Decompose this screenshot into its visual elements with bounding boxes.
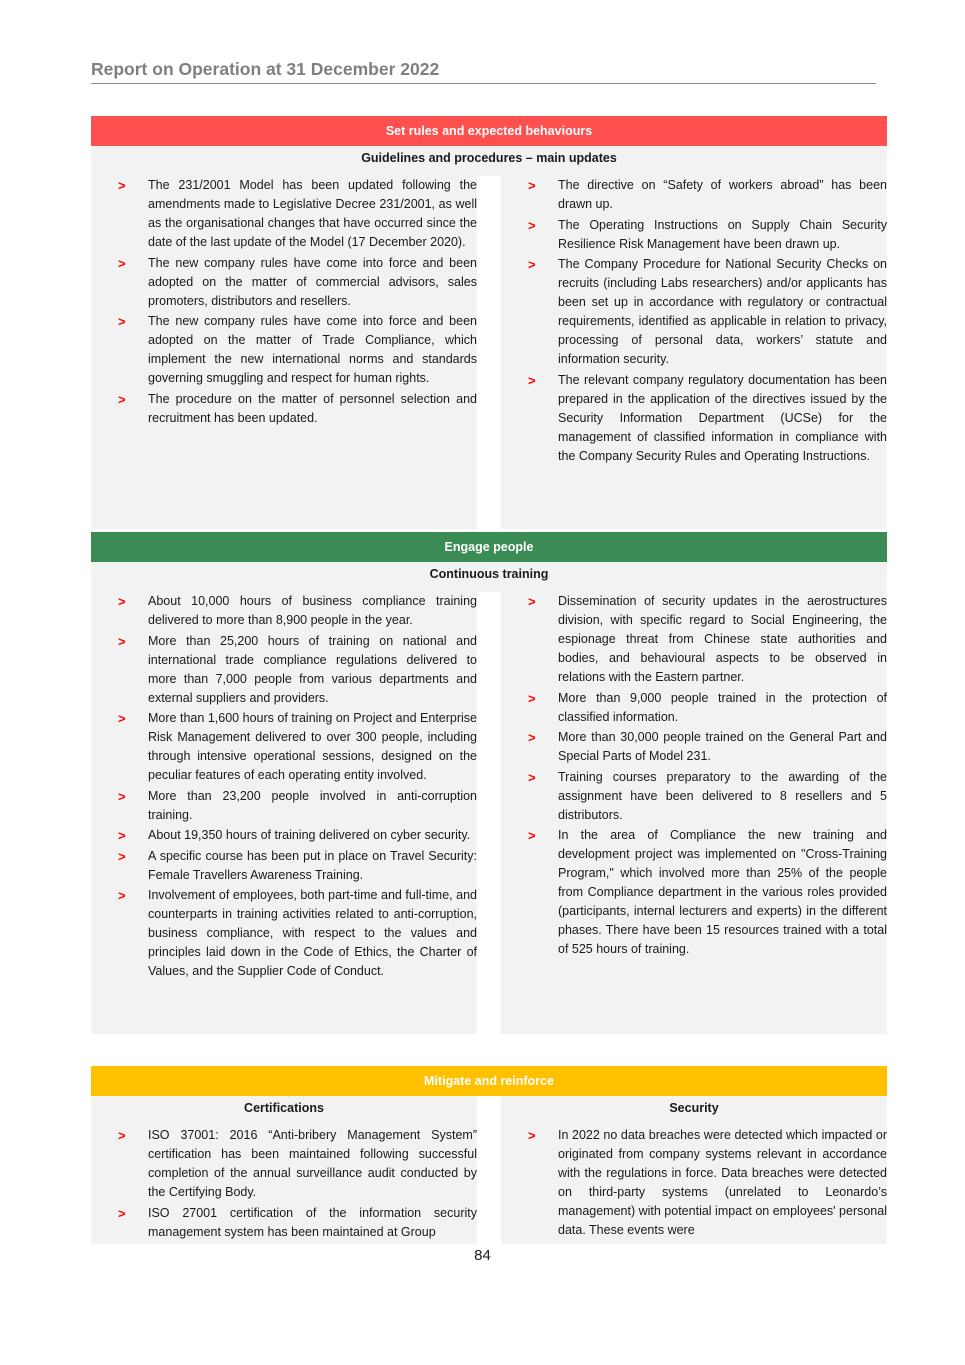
list-item-text: More than 30,000 people trained on the General Part and Special Parts of Model 231.	[558, 730, 887, 763]
bullet-arrow-icon: >	[528, 769, 536, 785]
bullet-arrow-icon: >	[528, 217, 536, 233]
bullet-arrow-icon: >	[118, 633, 126, 649]
list-item	[91, 390, 477, 428]
list-item	[501, 689, 887, 727]
bullet-list	[501, 1126, 887, 1240]
bullet-arrow-icon: >	[528, 730, 536, 745]
left-column	[91, 1096, 477, 1244]
report-header	[91, 58, 876, 84]
list-item	[91, 312, 477, 388]
list-item-text: More than 25,200 hours of training on national and international trade compliance regulations delivered to more than 7,000 people from various departments and external suppliers and providers.	[148, 633, 477, 705]
list-item-text: The procedure on the matter of personnel selection and recruitment has been updated.	[148, 391, 477, 425]
section-title: Engage people	[91, 532, 887, 562]
list-item	[501, 728, 887, 766]
report-title: Report on Operation at 31 December 2022	[91, 59, 440, 79]
bullet-arrow-icon: >	[118, 1128, 126, 1143]
list-item	[501, 768, 887, 825]
list-item	[501, 1126, 887, 1240]
bullet-arrow-icon: >	[118, 178, 126, 193]
list-item-text: In the area of Compliance the new training and development project was implemented on "Cross-Training Program," which involved more than 25% of the people from Compliance department in the various roles provided (participants, internal lecturers and experts) in the different phases. There have been 15 resources trained with a total of 525 hours of training.	[558, 828, 887, 956]
list-item	[501, 255, 887, 369]
list-item-text: In 2022 no data breaches were detected which impacted or originated from company systems relevant in accordance with the regulations in force. Data breaches were detected on third-party systems (unrelated to Leonardo’s management) with potential impact on employees' personal data. These events were	[558, 1128, 887, 1237]
list-item	[91, 847, 477, 885]
right-column	[501, 1096, 887, 1244]
section-engage-people	[91, 532, 887, 1034]
list-item-text: Dissemination of security updates in the aerostructures division, with specific regard to Social Engineering, the espionage threat from Chinese state authorities and bodies, and behavioural aspects to be observed in relations with the Eastern partner.	[558, 594, 887, 684]
list-item	[91, 826, 477, 845]
bullet-arrow-icon: >	[118, 888, 126, 903]
list-item-text: The Company Procedure for National Security Checks on recruits (including Labs researchers) and/or applicants has been set up in accordance with regulatory or contractual requirements, identified as applicable in relation to privacy, processing of personal data, workers’ statute and information security.	[558, 257, 887, 366]
list-item-text: About 19,350 hours of training delivered on cyber security.	[148, 828, 471, 842]
left-column	[91, 592, 477, 1034]
bullet-arrow-icon: >	[118, 788, 126, 804]
list-item	[91, 592, 477, 630]
column-heading: Security	[669, 1101, 719, 1115]
list-item	[501, 176, 887, 214]
left-column	[91, 176, 477, 529]
bullet-arrow-icon: >	[118, 594, 126, 609]
list-item	[501, 371, 887, 466]
list-item	[91, 254, 477, 311]
section-title: Mitigate and reinforce	[91, 1066, 887, 1096]
list-item-text: The 231/2001 Model has been updated following the amendments made to Legislative Decree 231/2001, as well as the organisational changes that have occurred since the date of the last update of the Model (17 December 2020).	[148, 178, 477, 249]
bullet-list	[91, 592, 477, 981]
bullet-arrow-icon: >	[528, 690, 536, 706]
list-item-text: The new company rules have come into force and been adopted on the matter of Trade Compliance, which implement the new international norms and standards governing smuggling and respect for human rights.	[148, 314, 477, 385]
right-column	[501, 176, 887, 529]
list-item-text: The relevant company regulatory documentation has been prepared in the application of the directives issued by the Security Information Department (UCSe) for the management of classified information in compliance with the Company Security Rules and Operating Instructions.	[558, 372, 887, 463]
list-item-text: The Operating Instructions on Supply Chain Security Resilience Risk Management have been drawn up.	[558, 217, 887, 251]
bullet-list	[501, 592, 887, 959]
column-heading: Certifications	[244, 1101, 324, 1115]
bullet-arrow-icon: >	[118, 391, 126, 407]
list-item	[501, 216, 887, 254]
section-title: Set rules and expected behaviours	[91, 116, 887, 146]
bullet-arrow-icon: >	[528, 1128, 536, 1143]
list-item-text: ISO 27001 certification of the information security management system has been maintained at Group	[148, 1205, 477, 1239]
bullet-arrow-icon: >	[528, 594, 536, 609]
bullet-arrow-icon: >	[118, 255, 126, 271]
list-item	[91, 709, 477, 785]
bullet-arrow-icon: >	[118, 828, 126, 843]
list-item-text: A specific course has been put in place on Travel Security: Female Travellers Awareness Training.	[148, 848, 477, 882]
list-item-text: Involvement of employees, both part-time and full-time, and counterparts in training activities related to anti-corruption, business compliance, with respect to the values and principles laid down in the Code of Ethics, the Charter of Values, and the Supplier Code of Conduct.	[148, 888, 477, 978]
list-item-text: The directive on “Safety of workers abroad” has been drawn up.	[558, 178, 887, 211]
list-item-text: Training courses preparatory to the awarding of the assignment have been delivered to 8 resellers and 5 distributors.	[558, 769, 887, 822]
right-column	[501, 592, 887, 1034]
list-item	[501, 826, 887, 959]
bullet-arrow-icon: >	[528, 257, 536, 272]
section-mitigate-reinforce	[91, 1066, 887, 1244]
list-item	[91, 176, 477, 252]
list-item	[91, 886, 477, 981]
list-item-text: About 10,000 hours of business compliance training delivered to more than 8,900 people in the year.	[148, 594, 477, 627]
bullet-list	[501, 176, 887, 466]
list-item	[91, 787, 477, 825]
list-item-text: More than 1,600 hours of training on Project and Enterprise Risk Management delivered to over 300 people, including through intensive operational sessions, designed on the peculiar features of each operating entity involved.	[148, 711, 477, 782]
bullet-arrow-icon: >	[118, 848, 126, 864]
bullet-arrow-icon: >	[118, 314, 126, 329]
bullet-arrow-icon: >	[528, 178, 536, 193]
list-item	[91, 1204, 477, 1242]
bullet-list	[91, 176, 477, 428]
section-subtitle: Guidelines and procedures – main updates	[91, 146, 887, 176]
list-item-text: ISO 37001: 2016 “Anti-bribery Management System” certification has been maintained following successful completion of the annual surveillance audit conducted by the Certifying Body.	[148, 1128, 477, 1199]
list-item	[91, 632, 477, 708]
bullet-list	[91, 1126, 477, 1242]
bullet-arrow-icon: >	[118, 1205, 126, 1221]
bullet-arrow-icon: >	[528, 828, 536, 843]
section-subtitle: Continuous training	[91, 562, 887, 592]
list-item-text: More than 23,200 people involved in anti-corruption training.	[148, 788, 477, 822]
bullet-arrow-icon: >	[118, 711, 126, 726]
list-item-text: The new company rules have come into force and been adopted on the matter of commercial advisors, sales promoters, distributors and resellers.	[148, 255, 477, 308]
page-number: 84	[474, 1247, 491, 1264]
section-set-rules	[91, 116, 887, 529]
list-item-text: More than 9,000 people trained in the protection of classified information.	[558, 690, 887, 724]
list-item	[91, 1126, 477, 1202]
bullet-arrow-icon: >	[528, 372, 536, 388]
list-item	[501, 592, 887, 687]
